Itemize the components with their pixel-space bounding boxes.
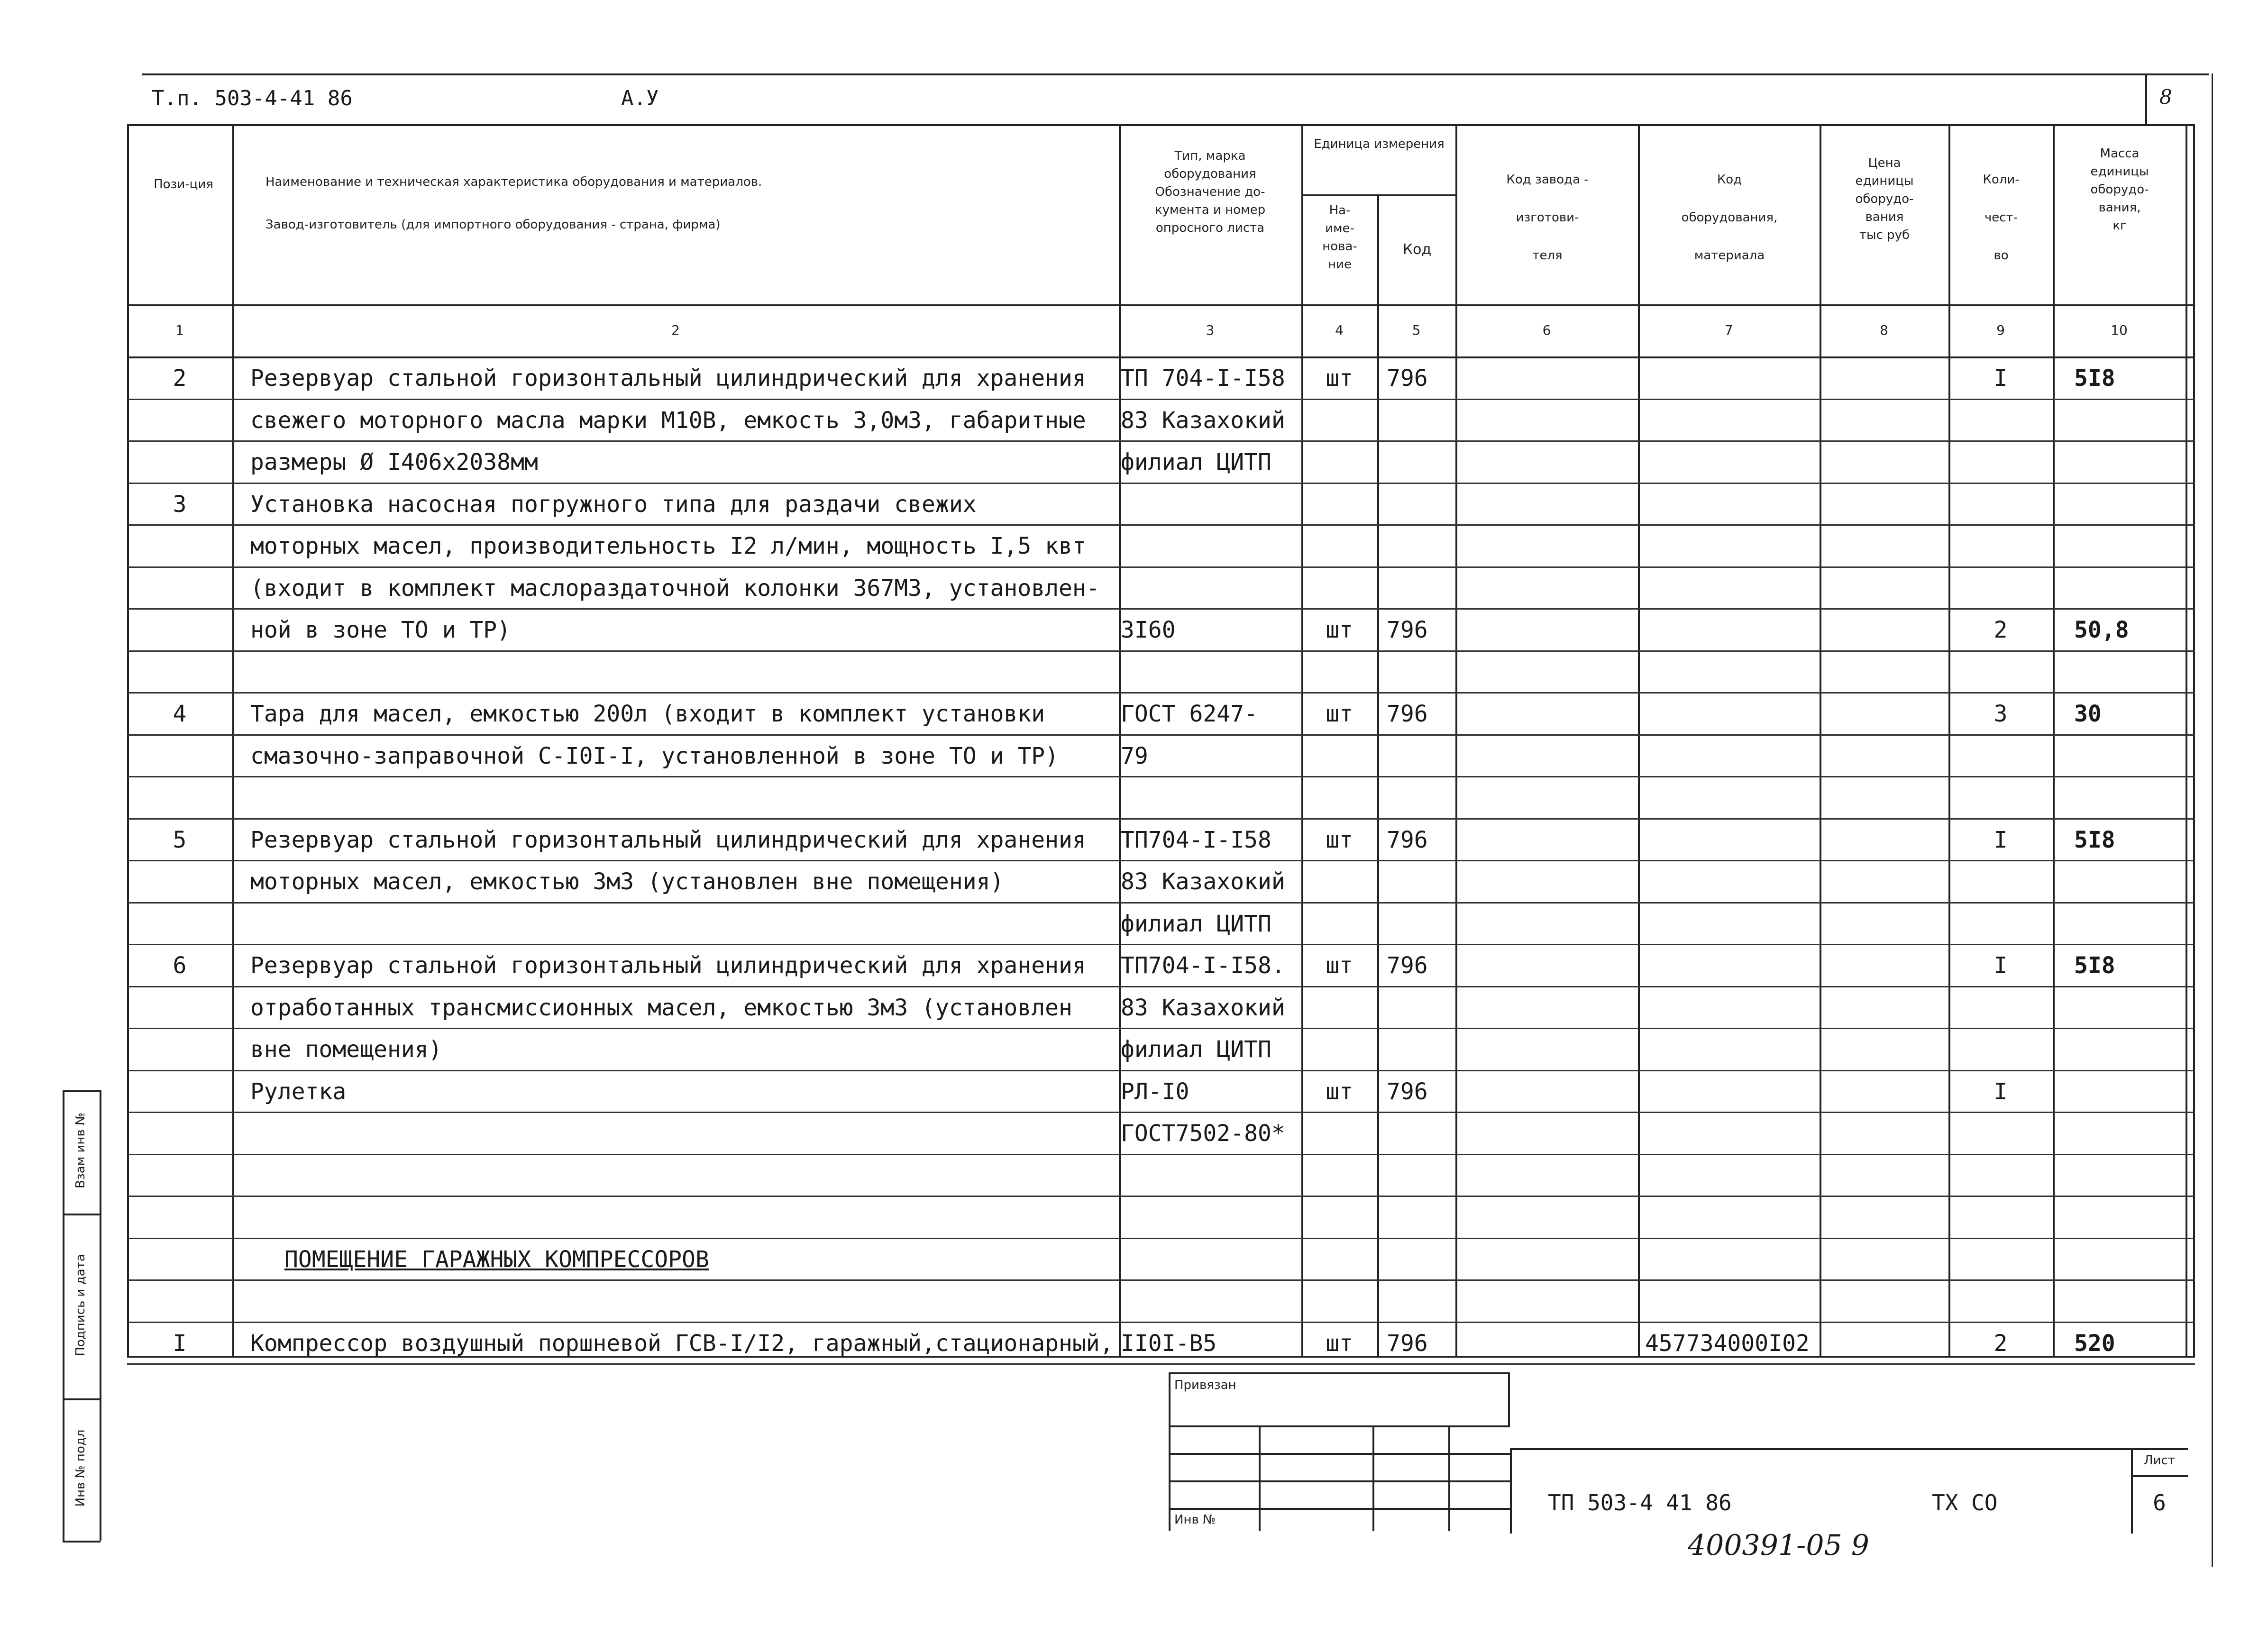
cell-quantity: 2 [1994, 617, 2008, 643]
cell-position: 3 [173, 491, 187, 518]
col-number: 6 [1542, 322, 1551, 338]
cell-name: свежего моторного масла марки М10В, емкость 3,0м3, габаритные [250, 407, 1086, 434]
col-header-mass: Масса единицы оборудо- вания, кг [2090, 146, 2149, 233]
cell-unit-code: 796 [1387, 365, 1428, 392]
row-divider [127, 1070, 2195, 1071]
cell-unit-code: 796 [1387, 701, 1428, 727]
row-divider [127, 608, 2195, 610]
row-divider [127, 1196, 2195, 1197]
cell-type: филиал ЦИТП [1121, 911, 1271, 937]
row-divider [127, 1238, 2195, 1239]
cell-name: моторных масел, емкостью 3м3 (установлен вне помещения) [250, 868, 1004, 895]
cell-position: I [173, 1330, 187, 1357]
cell-name: смазочно-заправочной С-I0I-I, установленной в зоне ТО и ТР) [250, 743, 1059, 769]
row-divider [127, 818, 2195, 820]
col-header-position: Пози-ция [154, 177, 213, 192]
cell-quantity: I [1994, 1078, 2008, 1105]
equipment-table [127, 124, 2195, 1358]
row-divider [127, 776, 2195, 777]
row-divider [127, 692, 2195, 694]
cell-unit-code: 796 [1387, 1330, 1428, 1357]
side-label-signature-date: Подпись и дата [73, 1254, 88, 1356]
cell-unit: шт [1326, 1078, 1353, 1105]
col-header-unit-code: Код [1402, 241, 1432, 258]
col-header-manufacturer: Завод-изготовитель (для импортного оборудования - страна, фирма) [265, 218, 721, 232]
row-divider [127, 1154, 2195, 1155]
row-divider [127, 483, 2195, 484]
cell-type: 79 [1121, 743, 1148, 769]
cell-equipment-code: 457734000I02 [1645, 1330, 1810, 1357]
row-divider [127, 734, 2195, 736]
row-divider [127, 860, 2195, 861]
stamp-sheet-label: Лист [2144, 1453, 2175, 1468]
cell-quantity: 3 [1994, 701, 2008, 727]
cell-type: 83 Казахокий [1121, 407, 1285, 434]
cell-name: моторных масел, производительность I2 л/мин, мощность I,5 квт [250, 533, 1086, 559]
cell-name: Резервуар стальной горизонтальный цилиндрический для хранения [250, 952, 1086, 979]
col-header-name: Наименование и техническая характеристика оборудования и материалов. [265, 175, 762, 189]
col-header-manufacturer-code: Код завода - изготови- теля [1506, 173, 1589, 263]
cell-position: 2 [173, 365, 187, 392]
row-divider [127, 440, 2195, 442]
stamp-sheet-number: 6 [2153, 1490, 2166, 1515]
row-divider [127, 1363, 2195, 1365]
col-header-unit-name: На- име- нова- ние [1322, 203, 1357, 272]
stamp-block [1169, 1372, 1510, 1531]
top-rule [142, 73, 2209, 75]
cell-unit: шт [1326, 1330, 1353, 1357]
cell-mass: 50,8 [2074, 617, 2129, 643]
cell-name: Тара для масел, емкостью 200л (входит в комплект установки [250, 701, 1045, 727]
row-divider [127, 524, 2195, 526]
cell-type: ТП 704-I-I58 [1121, 365, 1285, 392]
cell-type: филиал ЦИТП [1121, 1036, 1271, 1063]
cell-name: ной в зоне ТО и ТР) [250, 617, 511, 643]
cell-position: 5 [173, 827, 187, 853]
stamp-bound-label: Привязан [1174, 1378, 1236, 1392]
col-number: 9 [1996, 322, 2005, 338]
cell-mass: 5I8 [2074, 365, 2115, 392]
col-header-quantity: Коли- чест- во [1983, 173, 2020, 263]
cell-unit: шт [1326, 827, 1353, 853]
cell-name: Резервуар стальной горизонтальный цилиндрический для хранения [250, 365, 1086, 392]
cell-quantity: I [1994, 827, 2008, 853]
row-divider [127, 650, 2195, 652]
cell-quantity: I [1994, 365, 2008, 392]
cell-type: II0I-В5 [1121, 1330, 1217, 1357]
cell-name: вне помещения) [250, 1036, 442, 1063]
cell-unit-code: 796 [1387, 1078, 1428, 1105]
cell-name: Рулетка [250, 1078, 347, 1105]
stamp-doc-code: ТП 503-4 41 86 [1548, 1490, 1732, 1515]
col-number: 2 [671, 322, 680, 338]
cell-name: (входит в комплект маслораздаточной колонки 367М3, установлен- [250, 575, 1100, 602]
cell-type: РЛ-I0 [1121, 1078, 1189, 1105]
handwritten-number: 400391-05 9 [1688, 1529, 1869, 1562]
cell-mass: 30 [2074, 701, 2102, 727]
doc-reference: Т.п. 503-4-41 86 [152, 86, 353, 110]
side-label-replace-inv: Взам инв № [73, 1113, 88, 1188]
cell-name: отработанных трансмиссионных масел, емкостью 3м3 (установлен [250, 995, 1072, 1021]
cell-type: 3I60 [1121, 617, 1176, 643]
cell-name: Резервуар стальной горизонтальный цилиндрический для хранения [250, 827, 1086, 853]
cell-name: Установка насосная погружного типа для раздачи свежих [250, 491, 977, 518]
col-number: 8 [1880, 322, 1888, 338]
col-number: 5 [1412, 322, 1421, 338]
stamp-inv-label: Инв № [1174, 1513, 1216, 1527]
col-number: 1 [175, 322, 184, 338]
cell-type: 83 Казахокий [1121, 995, 1285, 1021]
cell-type: филиал ЦИТП [1121, 449, 1271, 475]
cell-type: 83 Казахокий [1121, 868, 1285, 895]
col-number: 7 [1724, 322, 1733, 338]
cell-quantity: 2 [1994, 1330, 2008, 1357]
cell-position: 6 [173, 952, 187, 979]
cell-type: ГОСТ 6247- [1121, 701, 1258, 727]
stamp-tx-code: ТХ СО [1932, 1490, 1998, 1515]
row-divider [127, 1028, 2195, 1029]
col-number: 4 [1335, 322, 1344, 338]
row-divider [127, 1322, 2195, 1323]
cell-mass: 5I8 [2074, 952, 2115, 979]
col-number: 3 [1206, 322, 1215, 338]
col-header-price: Цена единицы оборудо- вания тыс руб [1855, 156, 1914, 242]
cell-unit-code: 796 [1387, 952, 1428, 979]
cell-name: ПОМЕЩЕНИЕ ГАРАЖНЫХ КОМПРЕССОРОВ [284, 1246, 709, 1273]
cell-mass: 5I8 [2074, 827, 2115, 853]
cell-unit: шт [1326, 952, 1353, 979]
cell-unit-code: 796 [1387, 617, 1428, 643]
row-divider [127, 399, 2195, 400]
col-header-equipment-code: Код оборудования, материала [1681, 173, 1778, 263]
col-header-type: Тип, марка оборудования Обозначение до- кумента и номер опросного листа [1154, 149, 1266, 235]
cell-unit: шт [1326, 701, 1353, 727]
cell-unit: шт [1326, 365, 1353, 392]
row-divider [127, 944, 2195, 945]
row-divider [127, 986, 2195, 987]
row-divider [127, 566, 2195, 568]
row-divider [127, 1279, 2195, 1281]
cell-mass: 520 [2074, 1330, 2115, 1357]
cell-unit: шт [1326, 617, 1353, 643]
cell-type: ТП704-I-I58 [1121, 827, 1271, 853]
page-corner-number: 8 [2159, 85, 2172, 109]
row-divider [127, 1112, 2195, 1113]
cell-type: ГОСТ7502-80* [1121, 1120, 1285, 1147]
col-number: 10 [2111, 322, 2128, 338]
cell-unit-code: 796 [1387, 827, 1428, 853]
row-divider [127, 902, 2195, 904]
cell-name: размеры Ø I406х2038мм [250, 449, 538, 475]
section-label: А.У [621, 86, 659, 110]
side-label-original-inv: Инв № подл [73, 1429, 88, 1507]
cell-name: Компрессор воздушный поршневой ГСВ-I/I2, гаражный,стационарный, [250, 1330, 1114, 1357]
cell-quantity: I [1994, 952, 2008, 979]
cell-type: ТП704-I-I58. [1121, 952, 1285, 979]
cell-position: 4 [173, 701, 187, 727]
col-header-unit: Единица измерения [1314, 137, 1445, 151]
